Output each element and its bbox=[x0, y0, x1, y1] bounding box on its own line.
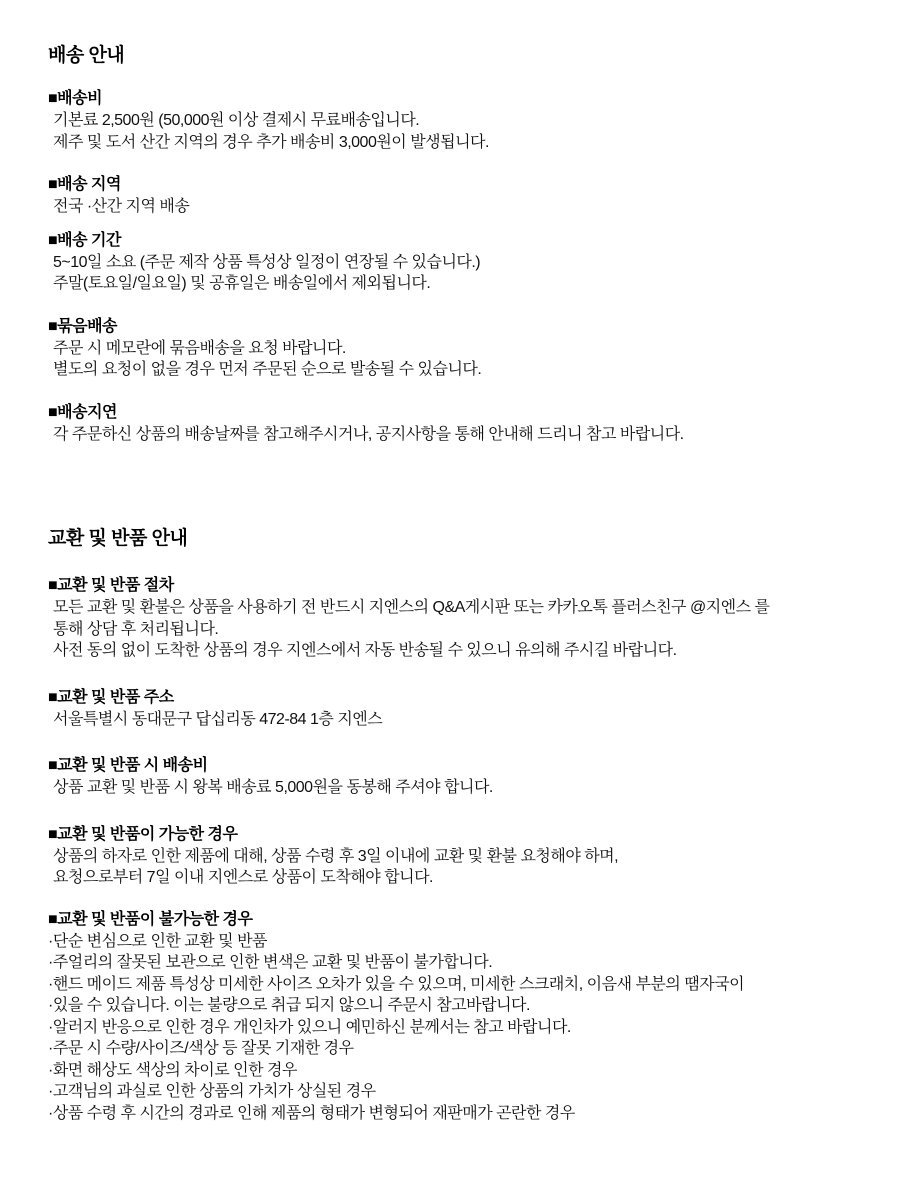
body-line: 5~10일 소요 (주문 제작 상품 특성상 일정이 연장될 수 있습니다.) bbox=[53, 253, 481, 271]
bundled-shipping-heading: ■묶음배송 bbox=[48, 317, 117, 335]
body-line: 주문 시 메모란에 묶음배송을 요청 바랍니다. bbox=[53, 339, 346, 357]
body-line: 모든 교환 및 환불은 상품을 사용하기 전 반드시 지엔스의 Q&A게시판 또는 카카오톡 플러스친구 @지엔스 를 bbox=[53, 599, 770, 616]
bullet-line: ·주문 시 수량/사이즈/색상 등 잘못 기재한 경우 bbox=[48, 1040, 354, 1057]
body-line: 통해 상담 후 처리됩니다. bbox=[53, 620, 219, 638]
section-return-info bbox=[48, 527, 880, 1124]
subsection-shipping-period bbox=[48, 230, 880, 295]
body-line: 각 주문하신 상품의 배송날짜를 참고해주시거나, 공지사항을 통해 안내해 드리니 참고 바랍니다. bbox=[53, 425, 684, 443]
bullet-line: ·주얼리의 잘못된 보관으로 인한 변색은 교환 및 반품이 불가합니다. bbox=[48, 954, 493, 971]
return-allowed-heading: ■교환 및 반품이 가능한 경우 bbox=[48, 825, 238, 843]
return-procedure-heading: ■교환 및 반품 절차 bbox=[48, 577, 174, 594]
subsection-return-allowed-cases bbox=[48, 824, 880, 889]
subsection-shipping-area bbox=[48, 174, 880, 218]
body-line: 요청으로부터 7일 이내 지엔스로 상품이 도착해야 합니다. bbox=[53, 869, 434, 886]
body-line: 전국 ·산간 지역 배송 bbox=[53, 198, 190, 215]
bullet-line: ·화면 해상도 색상의 차이로 인한 경우 bbox=[48, 1061, 297, 1079]
bullet-line: ·있을 수 있습니다. 이는 불량으로 취급 되지 않으니 주문시 참고바랍니다. bbox=[48, 997, 530, 1014]
shipping-info-title: 배송 안내 bbox=[48, 45, 125, 66]
return-shipping-fee-heading: ■교환 및 반품 시 배송비 bbox=[48, 757, 208, 774]
shipping-fee-heading: ■배송비 bbox=[48, 90, 103, 107]
body-line: 사전 동의 없이 도착한 상품의 경우 지엔스에서 자동 반송될 수 있으니 유의해 주시길 바랍니다. bbox=[53, 642, 677, 659]
body-line: 상품의 하자로 인한 제품에 대해, 상품 수령 후 3일 이내에 교환 및 환불 요청해야 하며, bbox=[53, 847, 619, 865]
body-line: 서울특별시 동대문구 답십리동 472-84 1층 지엔스 bbox=[53, 710, 383, 728]
bullet-line: ·알러지 반응으로 인한 경우 개인차가 있으니 예민하신 분께서는 참고 바랍니다. bbox=[48, 1018, 571, 1036]
return-not-allowed-heading: ■교환 및 반품이 불가능한 경우 bbox=[48, 910, 253, 928]
shipping-delay-heading: ■배송지연 bbox=[48, 403, 117, 421]
subsection-return-shipping-fee bbox=[48, 755, 880, 799]
bullet-line: ·고객님의 과실로 인한 상품의 가치가 상실된 경우 bbox=[48, 1083, 376, 1100]
return-address-heading: ■교환 및 반품 주소 bbox=[48, 688, 174, 706]
return-info-title: 교환 및 반품 안내 bbox=[48, 528, 188, 549]
body-line: 별도의 요청이 없을 경우 먼저 주문된 순으로 발송될 수 있습니다. bbox=[53, 361, 482, 378]
subsection-shipping-fee bbox=[48, 88, 880, 153]
bullet-line: ·단순 변심으로 인한 교환 및 반품 bbox=[48, 932, 267, 950]
bullet-line: ·상품 수령 후 시간의 경과로 인해 제품의 형태가 변형되어 재판매가 곤란한 경우 bbox=[48, 1104, 575, 1122]
body-line: 기본료 2,500원 (50,000원 이상 결제시 무료배송입니다. bbox=[53, 112, 420, 129]
subsection-bundled-shipping bbox=[48, 316, 880, 381]
subsection-shipping-delay bbox=[48, 402, 880, 446]
shipping-period-heading: ■배송 기간 bbox=[48, 231, 121, 249]
shipping-area-heading: ■배송 지역 bbox=[48, 176, 121, 193]
body-line: 상품 교환 및 반품 시 왕복 배송료 5,000원을 동봉해 주셔야 합니다. bbox=[53, 779, 493, 796]
body-line: 주말(토요일/일요일) 및 공휴일은 배송일에서 제외됩니다. bbox=[53, 275, 431, 292]
section-shipping-info bbox=[48, 44, 880, 445]
body-line: 제주 및 도서 산간 지역의 경우 추가 배송비 3,000원이 발생됩니다. bbox=[53, 133, 489, 151]
subsection-return-not-allowed-cases bbox=[48, 909, 880, 1125]
bullet-line: ·핸드 메이드 제품 특성상 미세한 사이즈 오차가 있을 수 있으며, 미세한 스크래치, 이음새 부분의 땜자국이 bbox=[48, 975, 745, 993]
subsection-return-address bbox=[48, 687, 880, 731]
subsection-return-procedure bbox=[48, 575, 880, 662]
